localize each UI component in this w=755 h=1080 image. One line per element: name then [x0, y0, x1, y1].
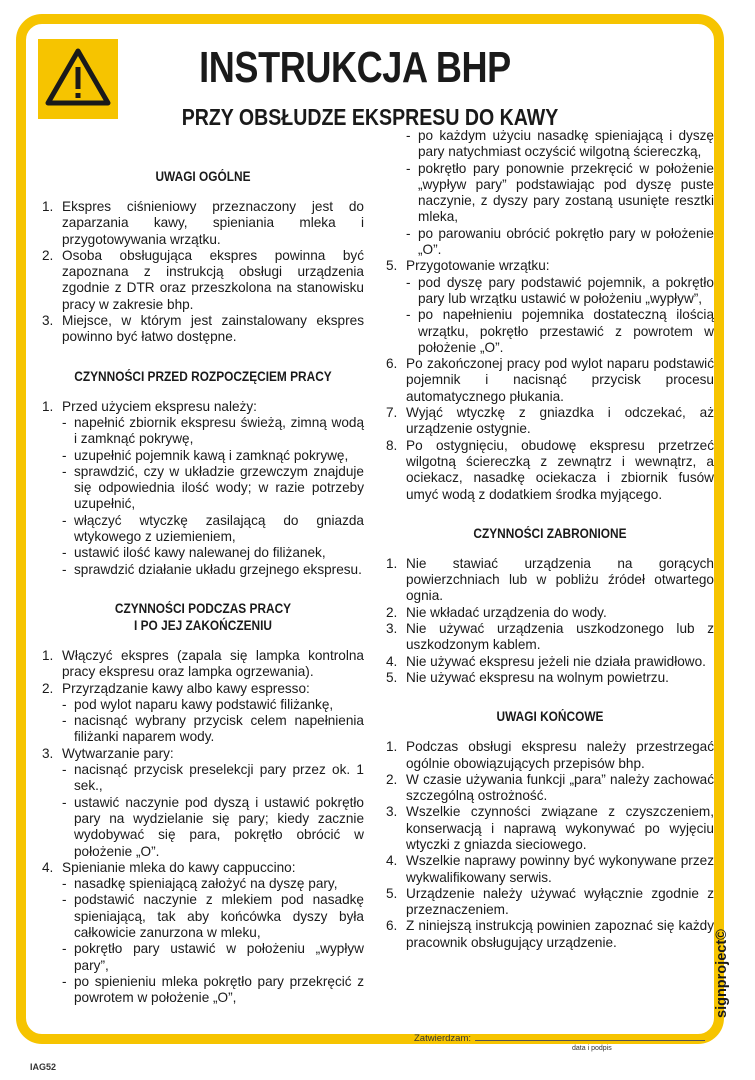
item-text: Przed użyciem ekspresu należy:: [62, 398, 257, 414]
item-number: 5.: [386, 885, 398, 901]
during-work-list-cont4: [386, 356, 714, 503]
during-work-list: [42, 648, 364, 697]
sub-item-text: pokrętło pary ponownie przekręcić w położenie „wypływ pary” podstawiając pod dyszę puste naczynie, z dyszy pary zostaną usunięte resztki mleka,: [418, 160, 714, 225]
coffee-sublist: [42, 697, 364, 746]
item-number: 6.: [386, 918, 398, 934]
sub-item: - napełnić zbiornik ekspresu świeżą, zimną wodą i zamknąć pokrywę,: [62, 414, 364, 447]
item-text: Wyjąć wtyczkę z gniazdka i odczekać, aż urządzenie ostygnie.: [406, 405, 714, 437]
item-number: 2.: [386, 604, 398, 620]
sub-item-text: nasadkę spieniającą założyć na dyszę pary,: [74, 876, 338, 892]
list-item: 7. Wyjąć wtyczkę z gniazdka i odczekać, aż urządzenie ostygnie.: [386, 405, 714, 437]
signature-rule: [475, 1040, 705, 1041]
item-text: Wszelkie naprawy powinny być wykonywane przez wykwalifikowany serwis.: [406, 853, 714, 885]
page-subtitle: PRZY OBSŁUDZE EKSPRESU DO KAWY: [181, 104, 559, 130]
item-text: Urządzenie należy używać wyłącznie zgodnie z przeznaczeniem.: [406, 885, 714, 918]
item-text: Z niniejszą instrukcją powinien zapoznać się każdy pracownik obsługujący urządzenie.: [406, 918, 714, 950]
list-item: 2. Przyrządzanie kawy albo kawy espresso:: [42, 680, 310, 696]
list-item: [386, 853, 714, 886]
list-item: [386, 621, 714, 654]
item-text: Włączyć ekspres (zapala się lampka kontrolna pracy ekspresu oraz lampka ogrzewania).: [62, 647, 364, 680]
steam-sublist: [42, 762, 364, 860]
sub-item: - pokrętło pary ustawić w położeniu „wypływ pary”,: [62, 941, 364, 973]
sub-item: - uzupełnić pojemnik kawą i zamknąć pokrywę,: [62, 447, 349, 463]
item-text: W czasie używania funkcji „para” należy zachować szczególną ostrożność.: [406, 771, 714, 804]
sub-item: - pod wylot naparu kawy podstawić filiżankę,: [62, 696, 334, 712]
sub-item-text: pokrętło pary ustawić w położeniu „wypływ pary”,: [74, 941, 364, 973]
item-text: Ekspres ciśnieniowy przeznaczony jest do zaparzania kawy, spieniania mleka i przygotowywania wrzątku.: [62, 199, 364, 247]
item-number: 1.: [386, 739, 398, 755]
approval-line: [414, 1033, 705, 1044]
sub-item-text: nacisnąć wybrany przycisk celem napełnienia filiżanki naparem wody.: [74, 713, 364, 745]
before-work-list: [42, 399, 364, 415]
list-item: [386, 739, 714, 772]
sub-item: - ustawić ilość kawy nalewanej do filiżanek,: [62, 545, 326, 561]
list-item: [42, 199, 364, 248]
approve-label: Zatwierdzam:: [414, 1033, 472, 1044]
item-text: Nie stawiać urządzenia na gorących powierzchniach lub w pobliżu źródeł otwartego ognia.: [406, 555, 714, 604]
section-title-general: UWAGI OGÓLNE: [155, 169, 251, 184]
sub-item-text: nacisnąć przycisk preselekcji pary przez ok. 1 sek.,: [74, 762, 364, 794]
section-title-line: CZYNNOŚCI PODCZAS PRACY: [114, 600, 292, 616]
item-number: 2.: [42, 247, 54, 263]
list-item: [386, 886, 714, 919]
section-title-during-work: [61, 600, 344, 634]
boiling-water-sublist: [386, 275, 714, 356]
sub-item: - podstawić naczynie z mlekiem pod nasadkę spieniającą, tak aby końcówka dyszy była całkowicie zanurzona w mleku,: [62, 892, 364, 940]
list-item: 6. Po zakończonej pracy pod wylot naparu podstawić pojemnik i nacisnąć przycisk procesu automatycznego płukania.: [386, 356, 714, 404]
item-text: Spienianie mleka do kawy cappuccino:: [62, 859, 296, 875]
sub-item: - ustawić naczynie pod dyszą i ustawić pokrętło pary na wydzielanie się pary; kiedy zacznie wydobywać się para, pokrętło obrócić w położenie „O”.: [62, 794, 364, 859]
list-item: [386, 556, 714, 605]
sub-item-text: włączyć wtyczkę zasilającą do gniazda wtykowego z uziemieniem,: [74, 512, 364, 545]
sub-item-text: podstawić naczynie z mlekiem pod nasadkę spieniającą, tak aby końcówka dyszy była całkowicie zanurzona w mleku,: [74, 892, 364, 940]
item-text: Wszelkie czynności związane z czyszczeniem, konserwacją i naprawą wykonywać po wyjęciu wtyczki z gniazda sieciowego.: [406, 804, 714, 852]
sub-item: - nacisnąć przycisk preselekcji pary przez ok. 1 sek.,: [62, 762, 364, 794]
list-item: 4. Spienianie mleka do kawy cappuccino:: [42, 859, 296, 875]
section-title-before-work: CZYNNOŚCI PRZED ROZPOCZĘCIEM PRACY: [74, 368, 332, 384]
section-title-final-notes: UWAGI KOŃCOWE: [496, 709, 604, 725]
brand-logo: signproject©: [714, 929, 730, 1018]
item-text: Nie używać urządzenia uszkodzonego lub z uszkodzonym kablem.: [406, 621, 714, 653]
sub-item-text: uzupełnić pojemnik kawą i zamknąć pokrywę,: [74, 447, 349, 463]
section-title-line: I PO JEJ ZAKOŃCZENIU: [134, 617, 272, 633]
sub-item-text: po parowaniu obrócić pokrętło pary w położenie „O”.: [418, 225, 714, 258]
item-number: 1.: [42, 199, 54, 214]
list-item: [386, 605, 714, 621]
right-column: [386, 128, 714, 951]
list-item: [386, 654, 714, 670]
list-item: [386, 804, 714, 853]
list-item: [386, 670, 714, 686]
page-title: INSTRUKCJA BHP: [199, 43, 511, 92]
list-item: 8. Po ostygnięciu, obudowę ekspresu przetrzeć wilgotną ściereczką z zewnątrz i wewnątrz, a ociekacz, nasadkę ociekacza i zbiornik fusów umyć wodą z dodatkiem środka myjącego.: [386, 437, 714, 502]
sub-item: - po każdym użyciu nasadkę spieniającą i dyszę pary natychmiast oczyścić wilgotną ściereczką,: [406, 128, 714, 160]
item-text: Podczas obsługi ekspresu należy przestrzegać ogólnie obowiązujących przepisów bhp.: [406, 739, 714, 771]
item-number: 2.: [386, 771, 398, 787]
sub-item-text: sprawdzić działanie układu grzejnego ekspresu.: [74, 561, 362, 577]
sub-item: - włączyć wtyczkę zasilającą do gniazda wtykowego z uziemieniem,: [62, 512, 364, 545]
sub-item: - po napełnieniu pojemnika dostateczną ilością wrzątku, pokrętło przestawić z powrotem w położenie „O”.: [406, 307, 714, 355]
list-item: 1. Włączyć ekspres (zapala się lampka kontrolna pracy ekspresu oraz lampka ogrzewania).: [42, 647, 364, 680]
during-work-list-cont: [42, 746, 364, 762]
item-text: Przygotowanie wrzątku:: [406, 258, 550, 274]
item-text: Nie używać ekspresu jeżeli nie działa prawidłowo.: [406, 653, 706, 669]
sub-item-text: po napełnieniu pojemnika dostateczną ilością wrzątku, pokrętło przestawić z powrotem w położenie „O”.: [418, 307, 714, 355]
list-item: [386, 772, 714, 805]
list-item: [42, 399, 364, 415]
item-number: 1.: [386, 555, 398, 571]
forbidden-list: [386, 556, 714, 686]
list-item: 3. Wytwarzanie pary:: [42, 745, 174, 761]
list-item: 5. Przygotowanie wrzątku:: [386, 258, 550, 274]
sub-item-text: po spienieniu mleka pokrętło pary przekręcić z powrotem w położenie „O”,: [74, 973, 364, 1006]
warning-triangle-icon: [38, 39, 118, 119]
milk-sublist: [42, 876, 364, 1006]
sub-item: - po parowaniu obrócić pokrętło pary w położenie „O”.: [406, 225, 714, 258]
during-work-list-cont2: [42, 860, 364, 876]
list-item: [42, 248, 364, 313]
left-column: [42, 160, 364, 1006]
sub-item-text: ustawić ilość kawy nalewanej do filiżanek,: [74, 545, 326, 561]
item-text: Przyrządzanie kawy albo kawy espresso:: [62, 680, 310, 696]
item-number: 3.: [386, 621, 398, 637]
item-text: Nie używać ekspresu na wolnym powietrzu.: [406, 669, 669, 685]
sub-item-text: pod dyszę pary podstawić pojemnik, a pokrętło pary lub wrzątku ustawić w położeniu „wypływ”,: [418, 274, 714, 306]
item-number: 4.: [386, 853, 398, 869]
sub-item-text: ustawić naczynie pod dyszą i ustawić pokrętło pary na wydzielanie się pary; kiedy zacznie wydobywać się para, pokrętło obrócić w położenie „O”.: [74, 794, 364, 859]
sub-item: - nacisnąć wybrany przycisk celem napełnienia filiżanki naparem wody.: [62, 713, 364, 745]
item-text: Miejsce, w którym jest zainstalowany ekspres powinno być łatwo dostępne.: [62, 313, 364, 345]
list-item: [386, 918, 714, 951]
sub-item-text: sprawdzić, czy w układzie grzewczym znajduje się odpowiednia ilość wody; w razie potrzeby uzupełnić,: [74, 463, 364, 512]
item-number: 4.: [386, 653, 398, 669]
sub-item: - pod dyszę pary podstawić pojemnik, a pokrętło pary lub wrzątku ustawić w położeniu „wypływ”,: [406, 274, 714, 306]
item-text: Po zakończonej pracy pod wylot naparu podstawić pojemnik i nacisnąć przycisk procesu automatycznego płukania.: [406, 356, 714, 404]
item-number: 5.: [386, 669, 398, 685]
general-list: [42, 199, 364, 346]
sub-item-text: napełnić zbiornik ekspresu świeżą, zimną wodą i zamknąć pokrywę,: [74, 414, 364, 447]
sub-item: - pokrętło pary ponownie przekręcić w położenie „wypływ pary” podstawiając pod dyszę puste naczynie, z dyszy pary zostaną usunięte resztki mleka,: [406, 160, 714, 225]
during-work-list-cont3: [386, 258, 714, 274]
item-number: 1.: [42, 398, 54, 414]
item-text: Osoba obsługująca ekspres powinna być zapoznana z instrukcją obsługi urządzenia zgodnie z DTR oraz przeszkolona na stanowisku pracy w zakresie bhp.: [62, 247, 364, 312]
sub-item: - sprawdzić, czy w układzie grzewczym znajduje się odpowiednia ilość wody; w razie potrzeby uzupełnić,: [62, 463, 364, 512]
warning-sign: [38, 39, 118, 119]
before-work-sublist: [42, 415, 364, 578]
date-sign-caption: data i podpis: [572, 1045, 612, 1052]
sub-item-text: po każdym użyciu nasadkę spieniającą i dyszę pary natychmiast oczyścić wilgotną ściereczką,: [418, 128, 714, 160]
item-text: Wytwarzanie pary:: [62, 745, 174, 761]
sub-item: - nasadkę spieniającą założyć na dyszę pary,: [62, 876, 338, 892]
sub-item-text: pod wylot naparu kawy podstawić filiżankę,: [74, 696, 334, 712]
sub-item: - sprawdzić działanie układu grzejnego ekspresu.: [62, 561, 362, 577]
sub-item: - po spienieniu mleka pokrętło pary przekręcić z powrotem w położenie „O”,: [62, 973, 364, 1006]
list-item: [42, 313, 364, 346]
item-number: 3.: [386, 804, 398, 820]
milk-sublist-cont: [386, 128, 714, 258]
section-title-forbidden: CZYNNOŚCI ZABRONIONE: [473, 525, 627, 541]
final-notes-list: [386, 739, 714, 951]
sign-code: IAG52: [30, 1062, 57, 1072]
item-text: Po ostygnięciu, obudowę ekspresu przetrzeć wilgotną ściereczką z zewnątrz i wewnątrz, a ociekacz, nasadkę ociekacza i zbiornik fusów umyć wodą z dodatkiem środka myjącego.: [406, 437, 714, 502]
item-text: Nie wkładać urządzenia do wody.: [406, 604, 607, 620]
item-number: 3.: [42, 313, 54, 329]
